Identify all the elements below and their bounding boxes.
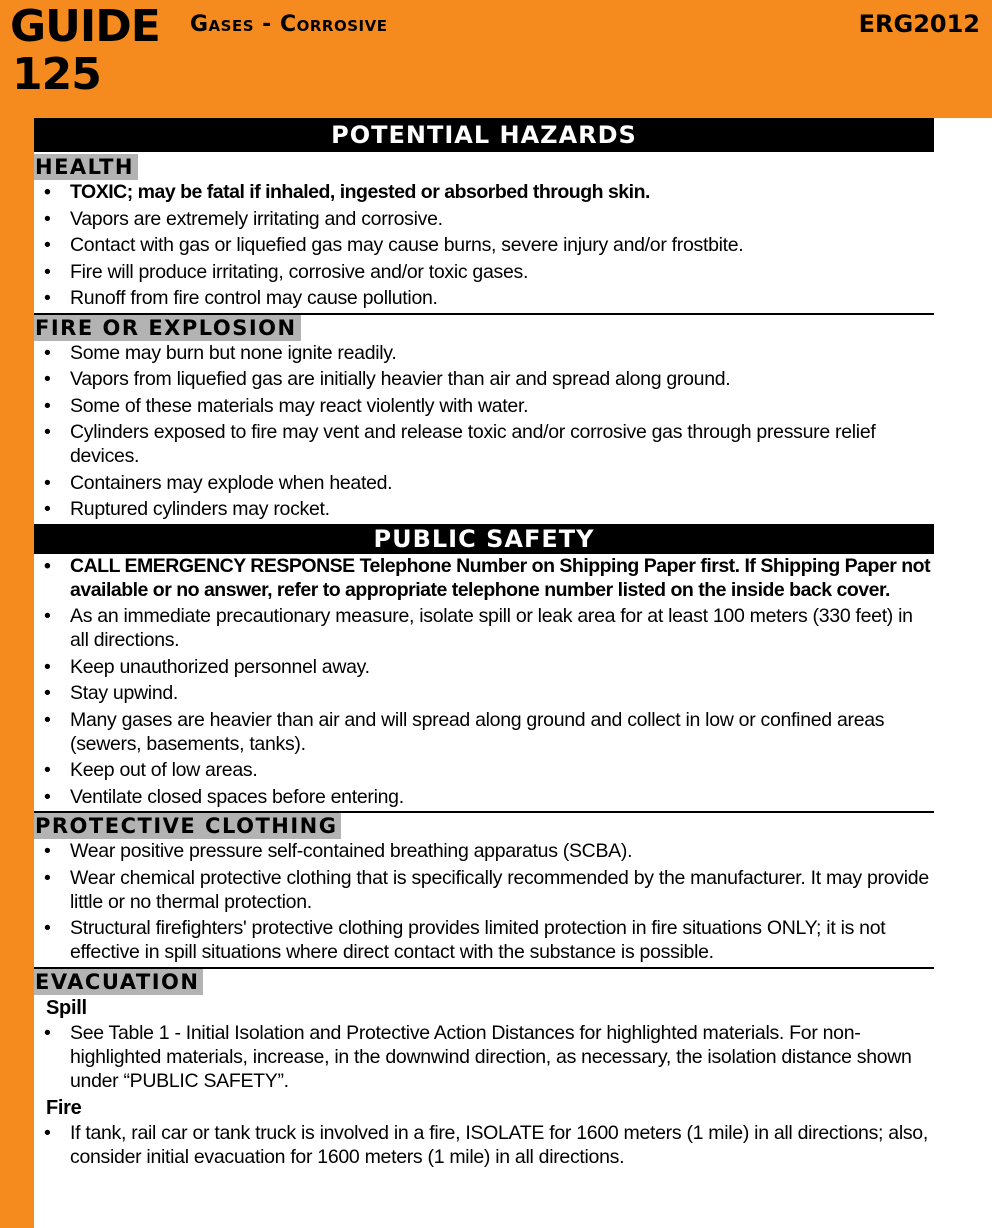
list-item: • Ventilate closed spaces before entering. (34, 785, 934, 809)
list-item: • Some may burn but none ignite readily. (34, 341, 934, 365)
spill-subheading: Spill (46, 996, 87, 1019)
list-item: • Ruptured cylinders may rocket. (34, 497, 934, 521)
health-heading-label: HEALTH (34, 154, 138, 180)
list-item: • Vapors from liquefied gas are initially heavier than air and spread along ground. (34, 367, 934, 391)
list-item: • Some of these materials may react violently with water. (34, 394, 934, 418)
guide-number: 125 (12, 49, 101, 100)
health-list (34, 180, 934, 310)
health-heading (34, 152, 934, 180)
list-item: • Stay upwind. (34, 681, 934, 705)
guide-title: Gases - Corrosive (190, 12, 388, 37)
evacuation-heading-label: EVACUATION (34, 969, 203, 995)
list-item: • Many gases are heavier than air and will spread along ground and collect in low or confined areas (sewers, basements, tanks). (34, 708, 934, 756)
guide-label: GUIDE (10, 1, 160, 52)
evacuation-heading (34, 967, 934, 995)
list-item: • Wear positive pressure self-contained breathing apparatus (SCBA). (34, 839, 934, 863)
list-item: • Cylinders exposed to fire may vent and release toxic and/or corrosive gas through pressure relief devices. (34, 420, 934, 468)
list-item: • Fire will produce irritating, corrosive and/or toxic gases. (34, 260, 934, 284)
list-item: • Keep unauthorized personnel away. (34, 655, 934, 679)
list-item: • Structural firefighters' protective clothing provides limited protection in fire situations ONLY; it is not effective in spill situations where direct contact with the substance is possible. (34, 916, 934, 964)
public-safety-bar: PUBLIC SAFETY (34, 524, 934, 554)
protective-clothing-heading (34, 811, 934, 839)
guide-code: ERG2012 (858, 10, 980, 38)
spill-list (34, 1021, 934, 1093)
protective-clothing-heading-label: PROTECTIVE CLOTHING (34, 813, 341, 839)
fire-explosion-heading-label: FIRE OR EXPLOSION (34, 315, 301, 341)
list-item: • See Table 1 - Initial Isolation and Protective Action Distances for highlighted materials. For non-highlighted materials, increase, in the downwind direction, as necessary, the isolation distance shown under “PUBLIC SAFETY”. (34, 1021, 934, 1093)
potential-hazards-bar: POTENTIAL HAZARDS (34, 118, 934, 152)
list-item: • TOXIC; may be fatal if inhaled, ingested or absorbed through skin. (34, 180, 934, 204)
side-band (0, 118, 34, 1228)
fire-list (34, 1121, 934, 1169)
public-safety-list (34, 554, 934, 809)
fire-explosion-list (34, 341, 934, 522)
list-item: • CALL EMERGENCY RESPONSE Telephone Number on Shipping Paper first. If Shipping Paper not available or no answer, refer to appropriate telephone number listed on the inside back cover. (34, 554, 934, 602)
list-item: • Vapors are extremely irritating and corrosive. (34, 207, 934, 231)
list-item: • Keep out of low areas. (34, 758, 934, 782)
list-item: • As an immediate precautionary measure, isolate spill or leak area for at least 100 meters (330 feet) in all directions. (34, 604, 934, 652)
list-item: • Contact with gas or liquefied gas may cause burns, severe injury and/or frostbite. (34, 233, 934, 257)
list-item: • Runoff from fire control may cause pollution. (34, 286, 934, 310)
list-item: • If tank, rail car or tank truck is involved in a fire, ISOLATE for 1600 meters (1 mile) in all directions; also, consider initial evacuation for 1600 meters (1 mile) in all directions. (34, 1121, 934, 1169)
fire-explosion-heading (34, 313, 934, 341)
guide-content (34, 118, 934, 1172)
list-item: • Wear chemical protective clothing that is specifically recommended by the manufacturer. It may provide little or no thermal protection. (34, 866, 934, 914)
fire-subheading: Fire (46, 1097, 82, 1119)
protective-clothing-list (34, 839, 934, 964)
list-item: • Containers may explode when heated. (34, 471, 934, 495)
